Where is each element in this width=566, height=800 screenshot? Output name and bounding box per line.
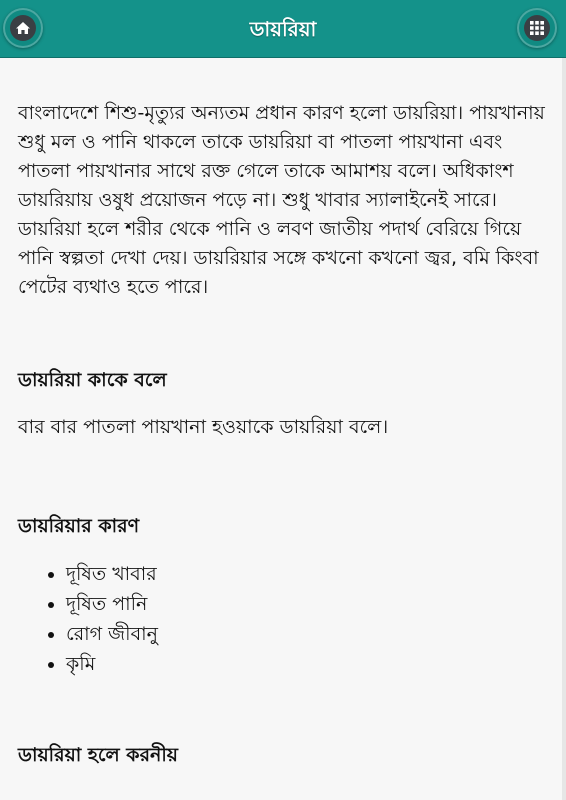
- list-item: • রোগ জীবানু: [66, 619, 553, 649]
- section-title-definition: ডায়রিয়া কাকে বলে: [18, 369, 167, 391]
- top-bar: [0, 0, 566, 58]
- home-icon: [10, 15, 36, 41]
- causes-list: [18, 559, 553, 679]
- section-title-causes: ডায়রিয়ার কারণ: [18, 515, 140, 537]
- list-item: • দূষিত পানি: [66, 589, 553, 619]
- list-item: • দূষিত খাবার: [66, 559, 553, 589]
- definition-paragraph: বার বার পাতলা পায়খানা হওয়াকে ডায়রিয়া বলে।: [18, 416, 389, 438]
- intro-paragraph: বাংলাদেশে শিশু-মৃত্যুর অন্যতম প্রধান কারণ হলো ডায়রিয়া। পায়খানায় শুধু মল ও পানি থাকলে তাকে ডায়রিয়া বা পাতলা পায়খানা এবং পাতলা পায়খানার সাথে রক্ত গেলে তাকে আমাশয় বলে। অধিকাংশ ডায়রিয়ায় ওষুধ প্রয়োজন পড়ে না। শুধু খাবার স্যালাইনেই সারে। ডায়রিয়া হলে শরীর থেকে পানি ও লবণ জাতীয় পদার্থ বেরিয়ে গিয়ে পানি স্বল্পতা দেখা দেয়। ডায়রিয়ার সঙ্গে কখনো কখনো জ্বর, বমি কিংবা পেটের ব্যথাও হতে পারে।: [18, 102, 545, 298]
- scrollbar-track[interactable]: [562, 58, 566, 800]
- article-content: [18, 58, 553, 770]
- menu-button[interactable]: [517, 8, 557, 48]
- list-item: • কৃমি: [66, 649, 553, 679]
- section-title-remedies: ডায়রিয়া হলে করনীয়: [18, 744, 178, 766]
- page-title: ডায়রিয়া: [249, 17, 317, 41]
- home-button[interactable]: [3, 8, 43, 48]
- grid-menu-icon: [524, 15, 550, 41]
